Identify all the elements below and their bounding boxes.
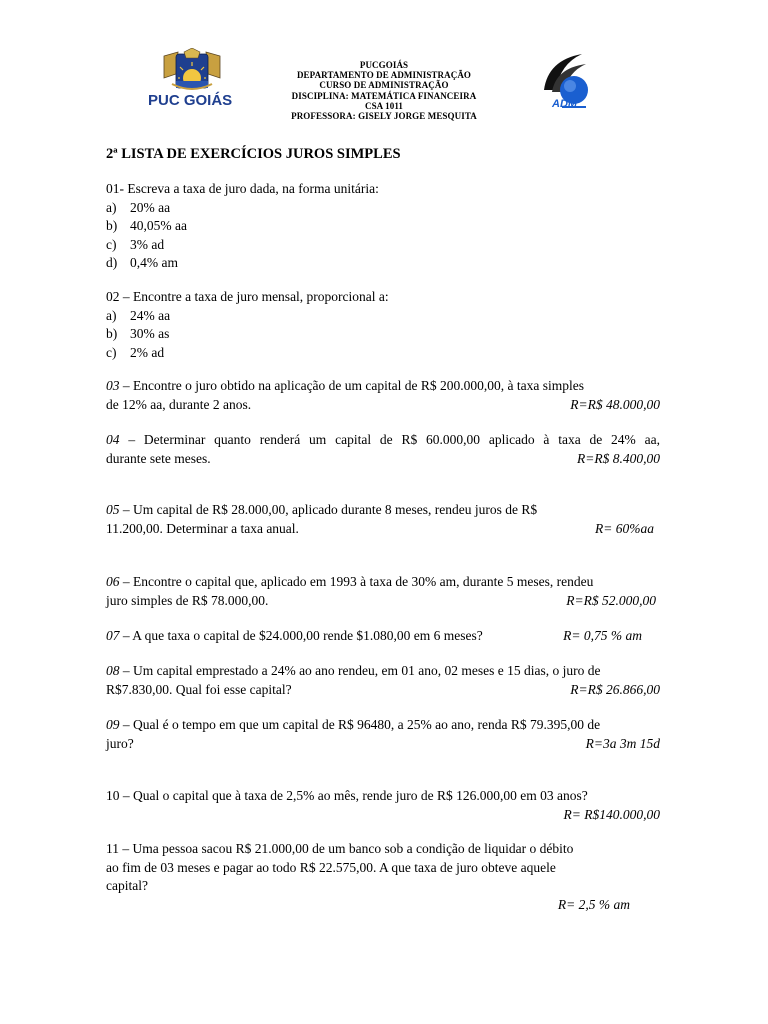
- question-11: [106, 840, 660, 914]
- question-04: [106, 431, 660, 468]
- answer-text: R= 60%aa: [595, 520, 654, 536]
- question-text: capital?: [106, 878, 148, 893]
- question-10: [106, 787, 660, 824]
- option-item: a) 20% aa: [106, 199, 171, 215]
- question-text: juro?: [106, 735, 134, 751]
- question-text: juro simples de R$ 78.000,00.: [106, 592, 269, 608]
- question-text: ao fim de 03 meses e pagar ao todo R$ 22.575,00. A que taxa de juro obteve aquele: [106, 859, 556, 875]
- question-text: 06 – Encontre o capital que, aplicado em 1993 à taxa de 30% am, durante 5 meses, rendeu: [106, 574, 594, 589]
- adm-logo-text: ADM: [552, 98, 578, 110]
- answer-text: R=3a 3m 15d: [585, 735, 660, 751]
- question-03: [106, 377, 660, 414]
- question-text: 10 – Qual o capital que à taxa de 2,5% ao mês, rende juro de R$ 126.000,00 em 03 anos?: [106, 788, 588, 803]
- option-item: c) 3% ad: [106, 236, 165, 252]
- question-07: [106, 627, 660, 646]
- question-05: [106, 501, 660, 538]
- professor-name: PROFESSORA: GISELY JORGE MESQUITA: [291, 111, 477, 122]
- puc-goias-logo-text: PUC GOIÁS: [148, 92, 233, 109]
- answer-text: R= 2,5 % am: [557, 896, 630, 912]
- question-text: 01- Escreva a taxa de juro dada, na forma unitária:: [106, 181, 379, 196]
- option-item: c) 2% ad: [106, 344, 165, 360]
- question-text: 11 – Uma pessoa sacou R$ 21.000,00 de um banco sob a condição de liquidar o débito: [106, 841, 574, 856]
- answer-text: R= R$140.000,00: [563, 806, 660, 822]
- institution-name: PUCGOIÁS: [359, 60, 409, 70]
- question-08: [106, 662, 660, 699]
- option-item: b) 40,05% aa: [106, 218, 187, 233]
- option-item: d) 0,4% am: [106, 255, 178, 270]
- document-header: [262, 60, 506, 121]
- question-text: de 12% aa, durante 2 anos.: [106, 396, 252, 412]
- question-text: 05 – Um capital de R$ 28.000,00, aplicado durante 8 meses, rendeu juros de R$: [106, 502, 538, 517]
- puc-goias-logo: [142, 48, 242, 112]
- page-title: 2ª LISTA DE EXERCÍCIOS JUROS SIMPLES: [106, 146, 401, 162]
- question-text: 07 – A que taxa o capital de $24.000,00 rende $1.080,00 em 6 meses?: [106, 628, 483, 643]
- course-code: CSA 1011: [364, 100, 404, 111]
- question-text: 02 – Encontre a taxa de juro mensal, proporcional a:: [106, 289, 389, 304]
- answer-text: R=R$ 52.000,00: [566, 592, 656, 608]
- question-text: 03 – Encontre o juro obtido na aplicação de um capital de R$ 200.000,00, à taxa simples: [106, 378, 584, 393]
- question-09: [106, 716, 660, 753]
- adm-logo: [538, 50, 600, 116]
- answer-text: R= 0,75 % am: [563, 628, 642, 643]
- question-06: [106, 573, 660, 610]
- department-name: DEPARTAMENTO DE ADMINISTRAÇÃO: [296, 70, 472, 81]
- option-item: b) 30% as: [106, 326, 170, 341]
- discipline-name: DISCIPLINA: MATEMÁTICA FINANCEIRA: [291, 90, 477, 101]
- question-text: 08 – Um capital emprestado a 24% ao ano rendeu, em 01 ano, 02 meses e 15 dias, o juro de: [106, 663, 601, 678]
- option-item: a) 24% aa: [106, 307, 171, 323]
- question-01: [106, 180, 660, 273]
- question-02: [106, 288, 660, 362]
- answer-text: R=R$ 26.866,00: [570, 681, 660, 697]
- question-text: 11.200,00. Determinar a taxa anual.: [106, 520, 299, 536]
- answer-text: R=R$ 8.400,00: [577, 450, 660, 466]
- course-name: CURSO DE ADMINISTRAÇÃO: [319, 80, 449, 91]
- question-text: 09 – Qual é o tempo em que um capital de R$ 96480, a 25% ao ano, renda R$ 79.395,00 de: [106, 717, 601, 732]
- question-text: 04 – Determinar quanto renderá um capital de R$ 60.000,00 aplicado à taxa de 24% aa,: [106, 432, 660, 447]
- question-text: durante sete meses.: [106, 450, 211, 466]
- answer-text: R=R$ 48.000,00: [570, 396, 660, 412]
- question-text: R$7.830,00. Qual foi esse capital?: [106, 681, 292, 697]
